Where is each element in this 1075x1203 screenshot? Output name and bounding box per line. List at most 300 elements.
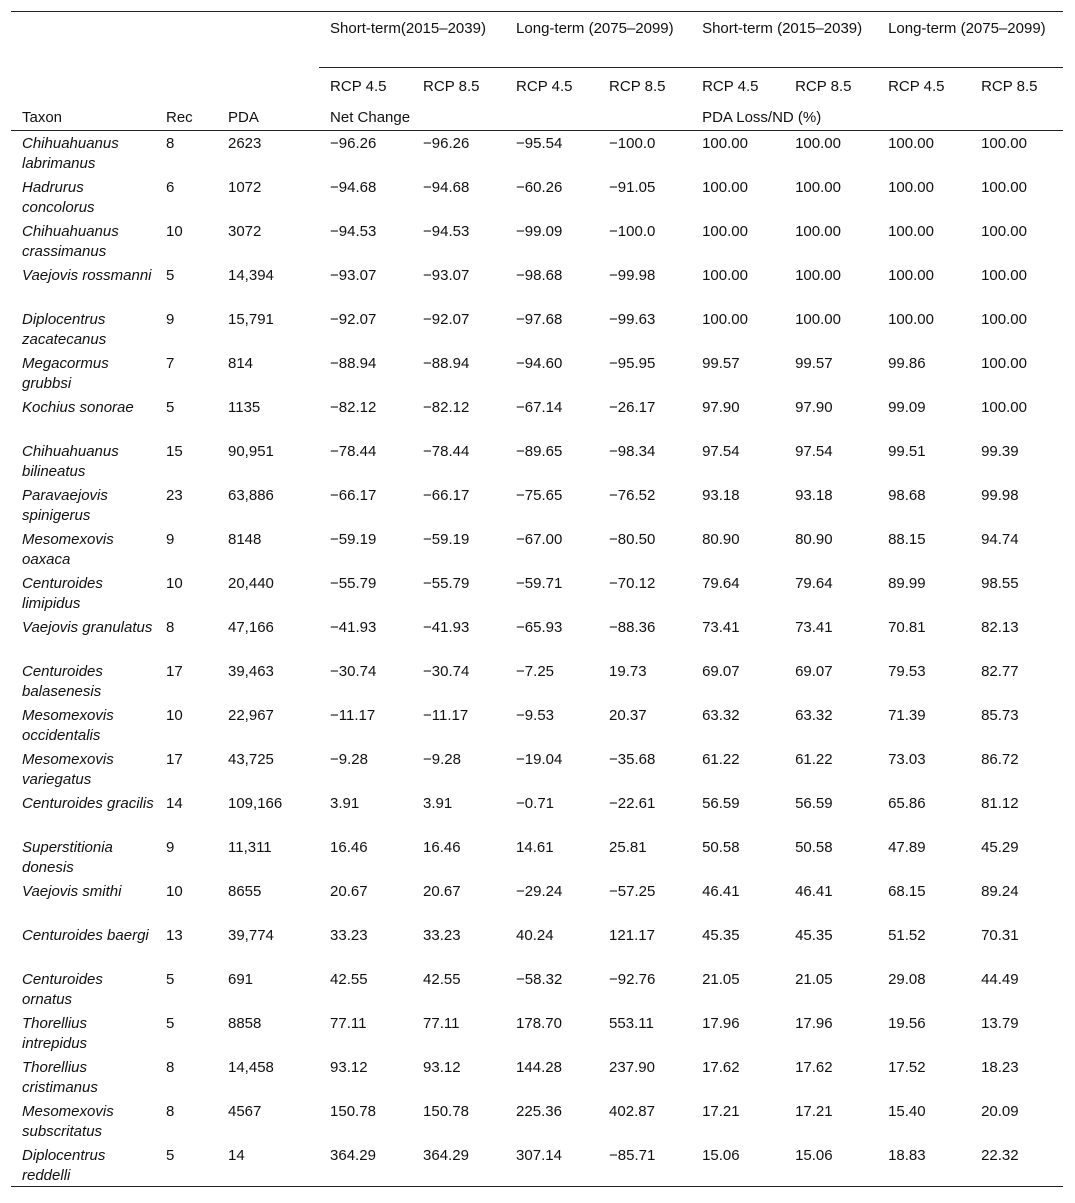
group-header-long-net: Long-term (2075–2099) bbox=[505, 12, 691, 68]
table-row bbox=[11, 395, 1063, 439]
table-row bbox=[11, 1143, 1063, 1187]
table-row bbox=[11, 307, 1063, 351]
pda-cell: 39,774 bbox=[228, 926, 274, 944]
loss-short-rcp45-cell: 50.58 bbox=[702, 838, 740, 856]
table-row bbox=[11, 131, 1063, 175]
pda-header: PDA bbox=[217, 100, 319, 131]
group-header-short-loss: Short-term (2015–2039) bbox=[691, 12, 877, 68]
net-long-rcp45-cell: −97.68 bbox=[516, 310, 563, 328]
taxon-cell: Chihuahuanus crassimanus bbox=[22, 222, 119, 260]
net-long-rcp45-cell: −94.60 bbox=[516, 354, 563, 372]
net-short-rcp85-cell: −88.94 bbox=[423, 354, 470, 372]
pda-cell: 691 bbox=[228, 970, 254, 988]
table-row bbox=[11, 483, 1063, 527]
net-long-rcp85-cell: −26.17 bbox=[609, 398, 656, 416]
rec-cell: 17 bbox=[166, 662, 183, 680]
net-short-rcp45-cell: −96.26 bbox=[330, 135, 377, 152]
loss-long-rcp45-cell: 19.56 bbox=[888, 1014, 926, 1032]
net-short-rcp85-cell: −30.74 bbox=[423, 662, 470, 680]
net-short-rcp85-cell: −66.17 bbox=[423, 486, 470, 504]
net-short-rcp85-cell: 93.12 bbox=[423, 1058, 461, 1076]
table-row bbox=[11, 1055, 1063, 1099]
table-row bbox=[11, 571, 1063, 615]
net-short-rcp45-cell: −66.17 bbox=[330, 486, 377, 504]
loss-short-rcp45-cell: 100.00 bbox=[702, 135, 748, 152]
pda-loss-header: PDA Loss/ND (%) bbox=[691, 100, 1063, 131]
net-short-rcp45-cell: −11.17 bbox=[330, 706, 376, 724]
pda-cell: 43,725 bbox=[228, 750, 274, 768]
loss-short-rcp45-cell: 69.07 bbox=[702, 662, 740, 680]
loss-short-rcp85-cell: 100.00 bbox=[795, 222, 841, 240]
net-short-rcp45-cell: −92.07 bbox=[330, 310, 377, 328]
net-long-rcp45-cell: −9.53 bbox=[516, 706, 555, 724]
net-long-rcp45-cell: −29.24 bbox=[516, 882, 563, 900]
rec-cell: 14 bbox=[166, 794, 183, 812]
net-short-rcp45-cell: 42.55 bbox=[330, 970, 368, 988]
net-long-rcp85-cell: −88.36 bbox=[609, 618, 656, 636]
loss-long-rcp45-cell: 18.83 bbox=[877, 1143, 970, 1187]
loss-short-rcp85-cell: 17.96 bbox=[795, 1014, 833, 1032]
loss-short-rcp45-cell: 17.21 bbox=[702, 1102, 740, 1120]
loss-long-rcp45-cell: 71.39 bbox=[888, 706, 926, 724]
net-long-rcp45-cell: −19.04 bbox=[516, 750, 563, 768]
net-long-rcp85-cell: 121.17 bbox=[609, 926, 655, 944]
table-header bbox=[11, 12, 1063, 131]
loss-short-rcp85-cell: 21.05 bbox=[795, 970, 833, 988]
net-short-rcp45-cell: −55.79 bbox=[330, 574, 377, 592]
loss-short-rcp85-cell: 97.90 bbox=[795, 398, 833, 416]
net-short-rcp45-cell: 3.91 bbox=[330, 794, 360, 812]
loss-short-rcp85-cell: 100.00 bbox=[795, 135, 841, 152]
loss-long-rcp85-cell: 100.00 bbox=[981, 354, 1027, 372]
rec-cell: 15 bbox=[166, 442, 183, 460]
net-short-rcp45-cell: 33.23 bbox=[330, 926, 368, 944]
net-long-rcp45-cell: 225.36 bbox=[516, 1102, 562, 1120]
taxon-cell: Thorellius cristimanus bbox=[22, 1058, 98, 1096]
net-long-rcp45-cell: −65.93 bbox=[516, 618, 563, 636]
loss-long-rcp45-cell: 17.52 bbox=[888, 1058, 926, 1076]
loss-short-rcp45-cell: 97.54 bbox=[702, 442, 740, 460]
loss-long-rcp45-cell: 89.99 bbox=[888, 574, 926, 592]
table-row bbox=[11, 703, 1063, 747]
net-long-rcp45-cell: 14.61 bbox=[516, 838, 554, 856]
table-row bbox=[11, 1011, 1063, 1055]
loss-long-rcp45-cell: 99.51 bbox=[888, 442, 926, 460]
loss-long-rcp45-cell: 98.68 bbox=[888, 486, 926, 504]
net-long-rcp85-cell: −99.98 bbox=[609, 266, 656, 284]
loss-short-rcp85-cell: 73.41 bbox=[795, 618, 833, 636]
table-row bbox=[11, 1099, 1063, 1143]
pda-cell: 2623 bbox=[228, 135, 262, 152]
net-short-rcp85-cell: −94.68 bbox=[423, 178, 470, 196]
rec-cell: 8 bbox=[166, 135, 175, 152]
net-short-rcp85-cell: 364.29 bbox=[412, 1143, 505, 1187]
table-row bbox=[11, 175, 1063, 219]
loss-short-rcp85-cell: 93.18 bbox=[795, 486, 833, 504]
taxon-cell: Mesomexovis occidentalis bbox=[22, 706, 114, 744]
loss-short-rcp85-cell: 69.07 bbox=[795, 662, 833, 680]
loss-long-rcp85-cell: 44.49 bbox=[981, 970, 1019, 988]
net-long-rcp45-cell: −95.54 bbox=[516, 135, 563, 152]
loss-short-rcp85-cell: 100.00 bbox=[795, 310, 841, 328]
header-blank bbox=[11, 68, 319, 101]
rcp45-header: RCP 4.5 bbox=[516, 78, 573, 95]
net-short-rcp85-cell: 16.46 bbox=[423, 838, 461, 856]
net-short-rcp85-cell: 20.67 bbox=[423, 882, 461, 900]
taxon-cell: Kochius sonorae bbox=[22, 398, 134, 416]
net-long-rcp85-cell: −99.63 bbox=[609, 310, 656, 328]
table-row bbox=[11, 659, 1063, 703]
net-short-rcp85-cell: −11.17 bbox=[423, 706, 469, 724]
rec-cell: 5 bbox=[166, 266, 175, 284]
table-row bbox=[11, 263, 1063, 307]
net-short-rcp85-cell: −96.26 bbox=[423, 135, 470, 152]
net-short-rcp45-cell: −94.53 bbox=[330, 222, 377, 240]
loss-long-rcp45-cell: 51.52 bbox=[888, 926, 926, 944]
loss-short-rcp45-cell: 46.41 bbox=[702, 882, 740, 900]
rec-cell: 10 bbox=[166, 222, 183, 240]
net-long-rcp85-cell: −80.50 bbox=[609, 530, 656, 548]
rcp45-header: RCP 4.5 bbox=[330, 78, 387, 95]
loss-long-rcp85-cell: 98.55 bbox=[981, 574, 1019, 592]
loss-long-rcp45-cell: 100.00 bbox=[888, 178, 934, 196]
rec-cell: 8 bbox=[166, 1102, 175, 1120]
net-short-rcp85-cell: −78.44 bbox=[423, 442, 470, 460]
net-short-rcp45-cell: 77.11 bbox=[330, 1014, 367, 1032]
net-short-rcp45-cell: 93.12 bbox=[330, 1058, 368, 1076]
loss-long-rcp85-cell: 99.39 bbox=[981, 442, 1019, 460]
loss-long-rcp85-cell: 20.09 bbox=[981, 1102, 1019, 1120]
loss-long-rcp85-cell: 100.00 bbox=[981, 310, 1027, 328]
loss-short-rcp85-cell: 45.35 bbox=[795, 926, 833, 944]
net-short-rcp45-cell: −30.74 bbox=[330, 662, 377, 680]
loss-short-rcp45-cell: 17.62 bbox=[702, 1058, 740, 1076]
net-long-rcp85-cell: 553.11 bbox=[609, 1014, 654, 1032]
loss-short-rcp45-cell: 99.57 bbox=[702, 354, 740, 372]
taxon-cell: Paravaejovis spinigerus bbox=[22, 486, 108, 524]
taxon-cell: Centuroides ornatus bbox=[22, 970, 103, 1008]
net-long-rcp45-cell: −89.65 bbox=[516, 442, 563, 460]
loss-long-rcp45-cell: 100.00 bbox=[888, 135, 934, 152]
net-change-header: Net Change bbox=[319, 100, 691, 131]
taxon-cell: Vaejovis rossmanni bbox=[22, 266, 152, 284]
loss-long-rcp85-cell: 86.72 bbox=[981, 750, 1019, 768]
loss-long-rcp85-cell: 100.00 bbox=[981, 222, 1027, 240]
loss-short-rcp85-cell: 100.00 bbox=[795, 178, 841, 196]
net-long-rcp45-cell: −60.26 bbox=[516, 178, 563, 196]
net-long-rcp85-cell: −57.25 bbox=[609, 882, 656, 900]
pda-cell: 8148 bbox=[228, 530, 262, 548]
net-long-rcp85-cell: −91.05 bbox=[609, 178, 656, 196]
net-long-rcp85-cell: 402.87 bbox=[609, 1102, 655, 1120]
loss-short-rcp85-cell: 17.62 bbox=[795, 1058, 833, 1076]
pda-cell: 11,311 bbox=[228, 838, 272, 856]
loss-short-rcp85-cell: 50.58 bbox=[795, 838, 833, 856]
loss-long-rcp85-cell: 81.12 bbox=[981, 794, 1019, 812]
loss-short-rcp45-cell: 100.00 bbox=[702, 178, 748, 196]
loss-long-rcp45-cell: 100.00 bbox=[888, 310, 934, 328]
taxon-cell: Thorellius intrepidus bbox=[22, 1014, 88, 1052]
table-row bbox=[11, 879, 1063, 923]
rec-cell: 9 bbox=[166, 530, 175, 548]
loss-long-rcp85-cell: 45.29 bbox=[981, 838, 1019, 856]
table-row bbox=[11, 791, 1063, 835]
loss-long-rcp45-cell: 99.09 bbox=[888, 398, 926, 416]
net-long-rcp45-cell: −59.71 bbox=[516, 574, 563, 592]
rcp85-header: RCP 8.5 bbox=[795, 78, 852, 95]
taxon-cell: Vaejovis smithi bbox=[22, 882, 122, 900]
loss-long-rcp45-cell: 29.08 bbox=[888, 970, 926, 988]
loss-long-rcp85-cell: 100.00 bbox=[981, 266, 1027, 284]
loss-short-rcp45-cell: 100.00 bbox=[702, 310, 748, 328]
rec-cell: 10 bbox=[166, 574, 183, 592]
rec-cell: 13 bbox=[166, 926, 183, 944]
pda-cell: 4567 bbox=[228, 1102, 262, 1120]
loss-long-rcp45-cell: 100.00 bbox=[888, 222, 934, 240]
rec-cell: 8 bbox=[166, 1058, 175, 1076]
taxon-cell: Centuroides baergi bbox=[22, 926, 149, 944]
loss-short-rcp45-cell: 61.22 bbox=[702, 750, 740, 768]
loss-short-rcp45-cell: 100.00 bbox=[702, 222, 748, 240]
rec-cell: 10 bbox=[166, 706, 183, 724]
taxon-cell: Mesomexovis oaxaca bbox=[22, 530, 114, 568]
net-long-rcp45-cell: −75.65 bbox=[516, 486, 563, 504]
loss-short-rcp45-cell: 73.41 bbox=[702, 618, 740, 636]
pda-cell: 14 bbox=[217, 1143, 319, 1187]
loss-short-rcp85-cell: 61.22 bbox=[795, 750, 833, 768]
net-long-rcp45-cell: −67.14 bbox=[516, 398, 563, 416]
net-long-rcp45-cell: −67.00 bbox=[516, 530, 563, 548]
net-short-rcp85-cell: −92.07 bbox=[423, 310, 470, 328]
taxon-cell: Mesomexovis variegatus bbox=[22, 750, 114, 788]
loss-long-rcp45-cell: 15.40 bbox=[888, 1102, 926, 1120]
loss-short-rcp45-cell: 93.18 bbox=[702, 486, 740, 504]
rcp45-header: RCP 4.5 bbox=[888, 78, 945, 95]
taxon-cell: Mesomexovis subscritatus bbox=[22, 1102, 114, 1140]
loss-long-rcp85-cell: 99.98 bbox=[981, 486, 1019, 504]
taxon-cell: Centuroides balasenesis bbox=[22, 662, 103, 700]
net-long-rcp85-cell: −70.12 bbox=[609, 574, 656, 592]
net-short-rcp45-cell: −59.19 bbox=[330, 530, 377, 548]
rec-cell: 9 bbox=[166, 838, 175, 856]
rec-cell: 23 bbox=[166, 486, 183, 504]
rcp85-header: RCP 8.5 bbox=[423, 78, 480, 95]
net-long-rcp85-cell: 237.90 bbox=[609, 1058, 655, 1076]
loss-long-rcp45-cell: 47.89 bbox=[888, 838, 926, 856]
loss-short-rcp85-cell: 99.57 bbox=[795, 354, 833, 372]
net-short-rcp45-cell: −78.44 bbox=[330, 442, 377, 460]
pda-cell: 22,967 bbox=[228, 706, 274, 724]
pda-cell: 39,463 bbox=[228, 662, 274, 680]
net-long-rcp85-cell: 19.73 bbox=[609, 662, 647, 680]
net-long-rcp45-cell: 178.70 bbox=[516, 1014, 562, 1032]
taxon-cell: Chihuahuanus bilineatus bbox=[22, 442, 119, 480]
loss-short-rcp85-cell: 46.41 bbox=[795, 882, 833, 900]
loss-long-rcp45-cell: 68.15 bbox=[888, 882, 926, 900]
taxon-cell: Superstitionia donesis bbox=[22, 838, 113, 876]
loss-long-rcp85-cell: 82.77 bbox=[981, 662, 1019, 680]
loss-long-rcp45-cell: 79.53 bbox=[888, 662, 926, 680]
net-long-rcp85-cell: −35.68 bbox=[609, 750, 656, 768]
loss-short-rcp85-cell: 56.59 bbox=[795, 794, 833, 812]
rec-cell: 9 bbox=[166, 310, 175, 328]
net-long-rcp45-cell: −99.09 bbox=[516, 222, 563, 240]
pda-cell: 47,166 bbox=[228, 618, 274, 636]
net-short-rcp85-cell: 77.11 bbox=[423, 1014, 460, 1032]
net-long-rcp85-cell: 20.37 bbox=[609, 706, 647, 724]
loss-short-rcp45-cell: 17.96 bbox=[702, 1014, 740, 1032]
loss-short-rcp85-cell: 79.64 bbox=[795, 574, 833, 592]
pda-cell: 1135 bbox=[228, 398, 261, 416]
table-row bbox=[11, 527, 1063, 571]
pda-cell: 814 bbox=[228, 354, 254, 372]
net-short-rcp85-cell: −55.79 bbox=[423, 574, 470, 592]
rec-cell: 7 bbox=[166, 354, 175, 372]
rec-cell: 5 bbox=[166, 398, 175, 416]
rec-cell: 5 bbox=[155, 1143, 217, 1187]
net-long-rcp45-cell: 307.14 bbox=[505, 1143, 598, 1187]
net-long-rcp45-cell: −0.71 bbox=[516, 794, 555, 812]
net-long-rcp45-cell: 40.24 bbox=[516, 926, 554, 944]
pda-cell: 14,458 bbox=[228, 1058, 274, 1076]
pda-cell: 8858 bbox=[228, 1014, 262, 1032]
loss-short-rcp45-cell: 100.00 bbox=[702, 266, 748, 284]
pda-cell: 109,166 bbox=[228, 794, 283, 812]
net-short-rcp85-cell: −82.12 bbox=[423, 398, 470, 416]
rec-cell: 5 bbox=[166, 970, 175, 988]
loss-short-rcp85-cell: 17.21 bbox=[795, 1102, 833, 1120]
net-long-rcp85-cell: −98.34 bbox=[609, 442, 656, 460]
net-short-rcp85-cell: 33.23 bbox=[423, 926, 461, 944]
loss-long-rcp85-cell: 100.00 bbox=[981, 178, 1027, 196]
loss-long-rcp85-cell: 89.24 bbox=[981, 882, 1019, 900]
net-short-rcp85-cell: −93.07 bbox=[423, 266, 470, 284]
taxon-cell: Vaejovis granulatus bbox=[22, 618, 153, 636]
table-row bbox=[11, 219, 1063, 263]
table-row bbox=[11, 923, 1063, 967]
pda-cell: 63,886 bbox=[228, 486, 274, 504]
taxon-cell: Megacormus grubbsi bbox=[22, 354, 109, 392]
rec-cell: 17 bbox=[166, 750, 183, 768]
loss-short-rcp85-cell: 63.32 bbox=[795, 706, 833, 724]
rec-cell: 10 bbox=[166, 882, 183, 900]
net-short-rcp85-cell: 42.55 bbox=[423, 970, 461, 988]
net-long-rcp45-cell: −58.32 bbox=[516, 970, 563, 988]
net-long-rcp85-cell: −85.71 bbox=[598, 1143, 691, 1187]
net-short-rcp45-cell: −82.12 bbox=[330, 398, 377, 416]
net-short-rcp85-cell: −41.93 bbox=[423, 618, 470, 636]
loss-long-rcp45-cell: 70.81 bbox=[888, 618, 926, 636]
net-short-rcp85-cell: −9.28 bbox=[423, 750, 461, 768]
rec-header: Rec bbox=[155, 100, 217, 131]
pda-cell: 14,394 bbox=[228, 266, 274, 284]
data-table bbox=[11, 11, 1063, 1187]
rcp85-header: RCP 8.5 bbox=[981, 78, 1038, 95]
pda-cell: 1072 bbox=[228, 178, 262, 196]
net-long-rcp85-cell: −100.0 bbox=[609, 222, 656, 240]
loss-long-rcp85-cell: 18.23 bbox=[981, 1058, 1019, 1076]
loss-short-rcp45-cell: 21.05 bbox=[702, 970, 740, 988]
net-short-rcp45-cell: 150.78 bbox=[330, 1102, 376, 1120]
net-short-rcp85-cell: 3.91 bbox=[423, 794, 453, 812]
loss-long-rcp85-cell: 13.79 bbox=[981, 1014, 1019, 1032]
pda-cell: 3072 bbox=[228, 222, 262, 240]
taxon-cell: Hadrurus concolorus bbox=[22, 178, 95, 216]
net-short-rcp45-cell: 20.67 bbox=[330, 882, 368, 900]
loss-long-rcp45-cell: 65.86 bbox=[888, 794, 926, 812]
loss-short-rcp45-cell: 97.90 bbox=[702, 398, 740, 416]
loss-long-rcp45-cell: 88.15 bbox=[888, 530, 926, 548]
net-long-rcp45-cell: 144.28 bbox=[516, 1058, 562, 1076]
net-long-rcp85-cell: −76.52 bbox=[609, 486, 656, 504]
rec-cell: 8 bbox=[166, 618, 175, 636]
net-short-rcp45-cell: −9.28 bbox=[330, 750, 368, 768]
net-long-rcp85-cell: −22.61 bbox=[609, 794, 656, 812]
net-long-rcp85-cell: 25.81 bbox=[609, 838, 647, 856]
taxon-header: Taxon bbox=[11, 100, 155, 131]
net-short-rcp45-cell: −41.93 bbox=[330, 618, 377, 636]
net-long-rcp45-cell: −98.68 bbox=[516, 266, 563, 284]
loss-short-rcp45-cell: 80.90 bbox=[702, 530, 740, 548]
group-header-short-net: Short-term(2015–2039) bbox=[319, 12, 505, 68]
pda-cell: 20,440 bbox=[228, 574, 274, 592]
net-short-rcp45-cell: −94.68 bbox=[330, 178, 377, 196]
header-blank bbox=[11, 12, 319, 68]
net-long-rcp45-cell: −7.25 bbox=[516, 662, 555, 680]
loss-short-rcp45-cell: 45.35 bbox=[702, 926, 740, 944]
loss-long-rcp85-cell: 82.13 bbox=[981, 618, 1019, 636]
table-row bbox=[11, 351, 1063, 395]
pda-cell: 8655 bbox=[228, 882, 262, 900]
net-short-rcp45-cell: 16.46 bbox=[330, 838, 368, 856]
loss-short-rcp45-cell: 79.64 bbox=[702, 574, 740, 592]
loss-short-rcp85-cell: 100.00 bbox=[795, 266, 841, 284]
loss-long-rcp45-cell: 100.00 bbox=[888, 266, 934, 284]
group-header-long-loss: Long-term (2075–2099) bbox=[877, 12, 1063, 68]
net-short-rcp45-cell: −93.07 bbox=[330, 266, 377, 284]
taxon-cell: Centuroides gracilis bbox=[22, 794, 154, 812]
pda-cell: 15,791 bbox=[228, 310, 274, 328]
net-short-rcp45-cell: 364.29 bbox=[319, 1143, 412, 1187]
loss-short-rcp85-cell: 97.54 bbox=[795, 442, 833, 460]
table-body bbox=[11, 131, 1063, 1187]
taxon-cell: Centuroides limipidus bbox=[22, 574, 103, 612]
loss-long-rcp85-cell: 85.73 bbox=[981, 706, 1019, 724]
loss-long-rcp85-cell: 100.00 bbox=[981, 135, 1027, 152]
loss-short-rcp45-cell: 56.59 bbox=[702, 794, 740, 812]
table-row bbox=[11, 747, 1063, 791]
rcp85-header: RCP 8.5 bbox=[609, 78, 666, 95]
net-short-rcp45-cell: −88.94 bbox=[330, 354, 377, 372]
net-short-rcp85-cell: −94.53 bbox=[423, 222, 470, 240]
loss-short-rcp45-cell: 63.32 bbox=[702, 706, 740, 724]
loss-short-rcp85-cell: 80.90 bbox=[795, 530, 833, 548]
loss-long-rcp85-cell: 70.31 bbox=[981, 926, 1019, 944]
table-row bbox=[11, 835, 1063, 879]
loss-short-rcp45-cell: 15.06 bbox=[691, 1143, 784, 1187]
net-long-rcp85-cell: −92.76 bbox=[609, 970, 656, 988]
pda-cell: 90,951 bbox=[228, 442, 274, 460]
loss-long-rcp45-cell: 73.03 bbox=[888, 750, 926, 768]
loss-long-rcp45-cell: 99.86 bbox=[888, 354, 926, 372]
rec-cell: 6 bbox=[166, 178, 175, 196]
net-long-rcp85-cell: −95.95 bbox=[609, 354, 656, 372]
loss-long-rcp85-cell: 100.00 bbox=[981, 398, 1027, 416]
taxon-cell: Diplocentrus zacatecanus bbox=[22, 310, 107, 348]
loss-long-rcp85-cell: 94.74 bbox=[981, 530, 1019, 548]
taxon-cell: Diplocentrus reddelli bbox=[11, 1143, 155, 1187]
net-short-rcp85-cell: 150.78 bbox=[423, 1102, 469, 1120]
